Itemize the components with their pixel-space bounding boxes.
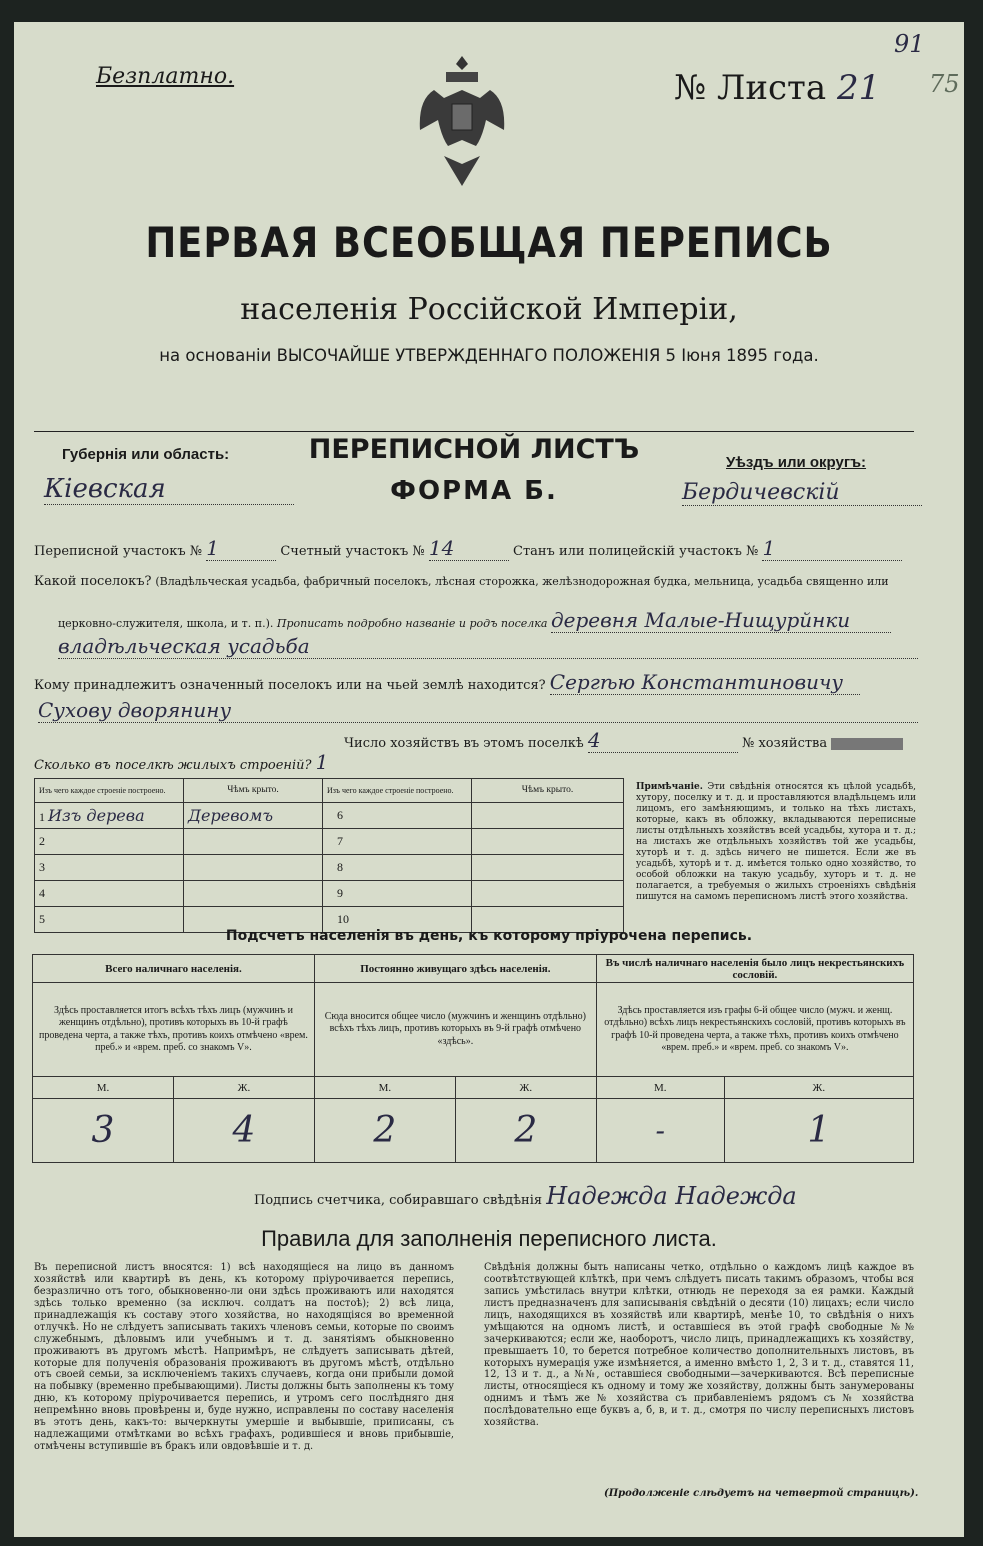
row-number: 8	[323, 855, 472, 881]
count-desc-nonpeasant: Здѣсь проставляется изъ графы 6-й общее число (мужч. и женщ. отдѣльно) всѣхъ лицъ некрестьянскихъ сословій, противъ которыхъ въ графѣ 10-й проведена черта, а также тѣхъ, противъ коихъ отмѣчено «врем. преб.» и «врем. преб. со знакомъ V».	[596, 983, 913, 1077]
table-row	[35, 881, 624, 907]
female-header: Ж.	[455, 1077, 596, 1099]
settlement-hint: (Владѣльческая усадьба, фабричный поселокъ, лѣсная сторожка, желѣзнодорожная будка, мельница, усадьба священно или	[155, 575, 889, 588]
count-header-permanent: Постоянно живущаго здѣсь населенія.	[314, 955, 596, 983]
count-district-value: 14	[429, 536, 509, 561]
count-header-nonpeasant: Въ числѣ наличнаго населенія было лицъ некрестьянскихъ сословій.	[596, 955, 913, 983]
roof-value: Деревомъ	[184, 803, 323, 829]
row-number: 7	[323, 829, 472, 855]
households-label: Число хозяйствъ въ этомъ поселкѣ	[344, 736, 584, 751]
census-basis: на основаніи ВЫСОЧАЙШЕ УТВЕРЖДЕННАГО ПОЛОЖЕНІЯ 5 Іюня 1895 года.	[159, 346, 819, 365]
male-header: М.	[314, 1077, 455, 1099]
buildings-line	[34, 750, 328, 774]
count-value: 2	[455, 1099, 596, 1163]
settlement-hint-2: церковно-служителя, школа, и т. п.).	[58, 617, 274, 630]
row-number: 9	[323, 881, 472, 907]
buildings-label: Сколько въ поселкѣ жилыхъ строеній?	[34, 758, 312, 773]
table-row	[35, 855, 624, 881]
settlement-instruction: Прописать подробно названіе и родъ поселка	[276, 617, 548, 630]
buildings-col-roof: Чѣмъ крыто.	[184, 779, 323, 803]
count-title: Подсчетъ населенія въ день, къ которому пріурочена перепись.	[225, 928, 753, 944]
free-label: Безплатно.	[96, 64, 235, 89]
count-value: -	[596, 1099, 724, 1163]
gubernia-label: Губернія или область:	[62, 446, 230, 463]
count-value: 1	[724, 1099, 913, 1163]
signature-line	[254, 1182, 797, 1210]
corner-mark-2: 75	[929, 70, 960, 98]
count-value: 4	[173, 1099, 314, 1163]
census-title: ПЕРВАЯ ВСЕОБЩАЯ ПЕРЕПИСЬ	[145, 218, 833, 267]
male-header: М.	[33, 1077, 174, 1099]
signature-value: Надежда Надежда	[546, 1182, 797, 1210]
material-value: Изъ дерева	[48, 806, 145, 825]
form-title: ПЕРЕПИСНОЙ ЛИСТЪ	[308, 434, 640, 465]
owner-value-2: Сухову дворянину	[38, 698, 918, 723]
count-value: 3	[33, 1099, 174, 1163]
population-count-table	[32, 954, 914, 1163]
count-desc-total: Здѣсь проставляется итогъ всѣхъ тѣхъ лицъ (мужчинъ и женщинъ отдѣльно), противъ которыхъ въ 10-й графѣ проведена черта, а также тѣхъ, противъ коихъ отмѣчено «врем. преб.» и «врем. преб. со знакомъ V».	[33, 983, 315, 1077]
households-value: 4	[588, 728, 738, 753]
form-subtitle: ФОРМА Б.	[390, 476, 558, 506]
census-district-label: Переписной участокъ №	[34, 544, 203, 559]
table-row	[35, 829, 624, 855]
settlement-label: Какой поселокъ?	[34, 574, 152, 589]
row-number: 4	[35, 881, 184, 907]
buildings-col-roof-2: Чѣмъ крыто.	[472, 779, 624, 803]
corner-mark: 91	[894, 30, 925, 58]
buildings-col-material-2: Изъ чего каждое строеніе построено.	[323, 779, 472, 803]
owner-value: Сергѣю Константиновичу	[550, 670, 860, 695]
census-subtitle: населенія Россійской Имперіи,	[240, 292, 738, 327]
census-sheet	[14, 22, 964, 1537]
district-line	[34, 536, 934, 561]
female-header: Ж.	[724, 1077, 913, 1099]
owner-line	[34, 670, 934, 695]
settlement-line-2	[58, 608, 938, 633]
count-header-total: Всего наличнаго населенія.	[33, 955, 315, 983]
note-block	[636, 782, 916, 903]
double-headed-eagle-emblem	[414, 50, 510, 200]
row-number: 5	[35, 907, 184, 933]
settlement-line	[34, 574, 934, 589]
stan-label: Станъ или полицейскій участокъ №	[513, 544, 759, 559]
uezd-value: Бердичевскій	[682, 480, 922, 506]
rules-title: Правила для заполненія переписного листа.	[261, 1226, 717, 1251]
settlement-value: деревня Малые-Нищурйнки	[551, 608, 891, 633]
signature-label: Подпись счетчика, собиравшаго свѣдѣнія	[254, 1193, 543, 1208]
stan-value: 1	[762, 536, 902, 561]
rules-text-right: Свѣдѣнія должны быть написаны четко, отдѣльно о каждомъ лицѣ каждое въ соотвѣтствующей клѣткѣ, при чемъ слѣдуетъ писать такимъ образомъ, чтобы вся запись умѣстилась внутри клѣтки, отнюдь не переходя за ея рамки. Каждый листъ предназначенъ для записыванія свѣдѣній о десяти (10) лицахъ; если число лицъ, находящихся въ хозяйствѣ или квартирѣ, менѣе 10, то свѣдѣнія о нихъ умѣщаются на одномъ листѣ, и оставшіеся въ этой графѣ свободные №№ зачеркиваются; если же, наоборотъ, число лицъ, принадлежащихъ къ хозяйству, превышаетъ 10, то берется потребное количество дополнительныхъ листовъ, въ которыхъ нумерація уже измѣняется, а именно вмѣсто 1, 2, 3 и т. д., ставятся 11, 12, 13 и т. д., а №№, оставшіеся свободными—зачеркиваются. Всѣ переписные листы, относящіеся къ одному и тому же хозяйству, должны быть занумерованы однимъ и тѣмъ же № хозяйства съ прибавленіемъ рядомъ съ № хозяйства послѣдовательно еще буквъ а, б, в, и т. д., смотря по числу переписныхъ листовъ хозяйства.	[484, 1262, 914, 1429]
female-header: Ж.	[173, 1077, 314, 1099]
sheet-number	[674, 68, 880, 108]
buildings-table	[34, 778, 624, 933]
count-desc-permanent: Сюда вносится общее число (мужчинъ и женщинъ отдѣльно) всѣхъ тѣхъ лицъ, противъ которыхъ въ 9-й графѣ отмѣчено «здѣсь».	[314, 983, 596, 1077]
male-header: М.	[596, 1077, 724, 1099]
rules-text-left: Въ переписной листъ вносятся: 1) всѣ находящіеся на лицо въ данномъ хозяйствѣ или квартирѣ въ день, къ которому пріурочивается перепись, безразлично отъ того, обыкновенно-ли они здѣсь проживаютъ или находятся здѣсь только временно (за исключ. солдатъ на постоѣ); 2) всѣ лица, принадлежащія къ составу этого хозяйства, но находящіяся во временной отлучкѣ. Но не слѣдуетъ записывать такихъ членовъ семьи, которые по своимъ служебнымъ, дѣловымъ или учебнымъ и т. д. занятіямъ обыкновенно проживаютъ въ другомъ мѣстѣ. Напримѣръ, не слѣдуетъ записывать дѣтей, которые для полученія образованія проживаютъ въ другомъ мѣстѣ, отдѣльно отъ своей семьи, за исключеніемъ такихъ случаевъ, когда они прибыли домой на побывку (временно пребывающими). Листы должны быть заполнены къ тому дню, къ которому пріурочивается перепись, и утромъ сего послѣдняго дня непремѣнно вновь провѣрены и, буде нужно, исправлены по составу населенія въ этотъ день, какъ-то: вычеркнуты умершіе и выбывшіе, приписаны, съ надлежащими отмѣтками во всѣхъ графахъ, родившіеся и вновь прибывшіе, отмѣчены вступившіе въ бракъ или овдовѣвшіе и т. д.	[34, 1262, 454, 1453]
row-number: 3	[35, 855, 184, 881]
household-no-value	[831, 738, 903, 750]
row-number: 2	[35, 829, 184, 855]
uezd-label: Уѣздъ или округъ:	[726, 454, 867, 471]
note-label: Примѣчаніе.	[636, 782, 703, 792]
census-district-value: 1	[206, 536, 276, 561]
row-number: 1	[39, 810, 45, 824]
row-number: 6	[323, 803, 472, 829]
row-number: 10	[323, 907, 472, 933]
households-line	[344, 728, 924, 753]
rules-continued: (Продолженіе слѣдуетъ на четвертой страницѣ).	[604, 1488, 919, 1499]
sheet-number-label: № Листа	[674, 68, 827, 108]
buildings-value: 1	[315, 750, 329, 774]
gubernia-value: Кіевская	[44, 474, 294, 505]
buildings-col-material: Изъ чего каждое строеніе построено.	[35, 779, 184, 803]
household-no-label: № хозяйства	[742, 736, 828, 751]
count-value: 2	[314, 1099, 455, 1163]
count-district-label: Счетный участокъ №	[280, 544, 425, 559]
settlement-value-2: владѣльческая усадьба	[58, 634, 918, 659]
note-text: Эти свѣдѣнія относятся къ цѣлой усадьбѣ, хутору, поселку и т. д. и проставляются владѣльцемъ или лицомъ, его замѣняющимъ, и только на тѣхъ листахъ, которые, какъ въ обложку, вкладываются переписные листы отдѣльныхъ хозяйствъ всей усадьбы, хутора и т. д.; на листахъ же отдѣльныхъ хозяйствъ той же усадьбы, хуторѣ и т. д. здѣсь ничего не пишется. Если же въ усадьбѣ, хуторѣ и т. д. имѣется только одно хозяйство, то особой обложки на такую усадьбу, хуторъ и т. д. не полагается, а требуемыя о жилыхъ строеніяхъ свѣдѣнія пишутся на самомъ переписномъ листѣ этого хозяйства.	[636, 782, 916, 902]
table-row	[35, 803, 624, 829]
owner-label: Кому принадлежитъ означенный поселокъ или на чьей землѣ находится?	[34, 678, 546, 693]
sheet-number-value: 21	[836, 68, 881, 108]
